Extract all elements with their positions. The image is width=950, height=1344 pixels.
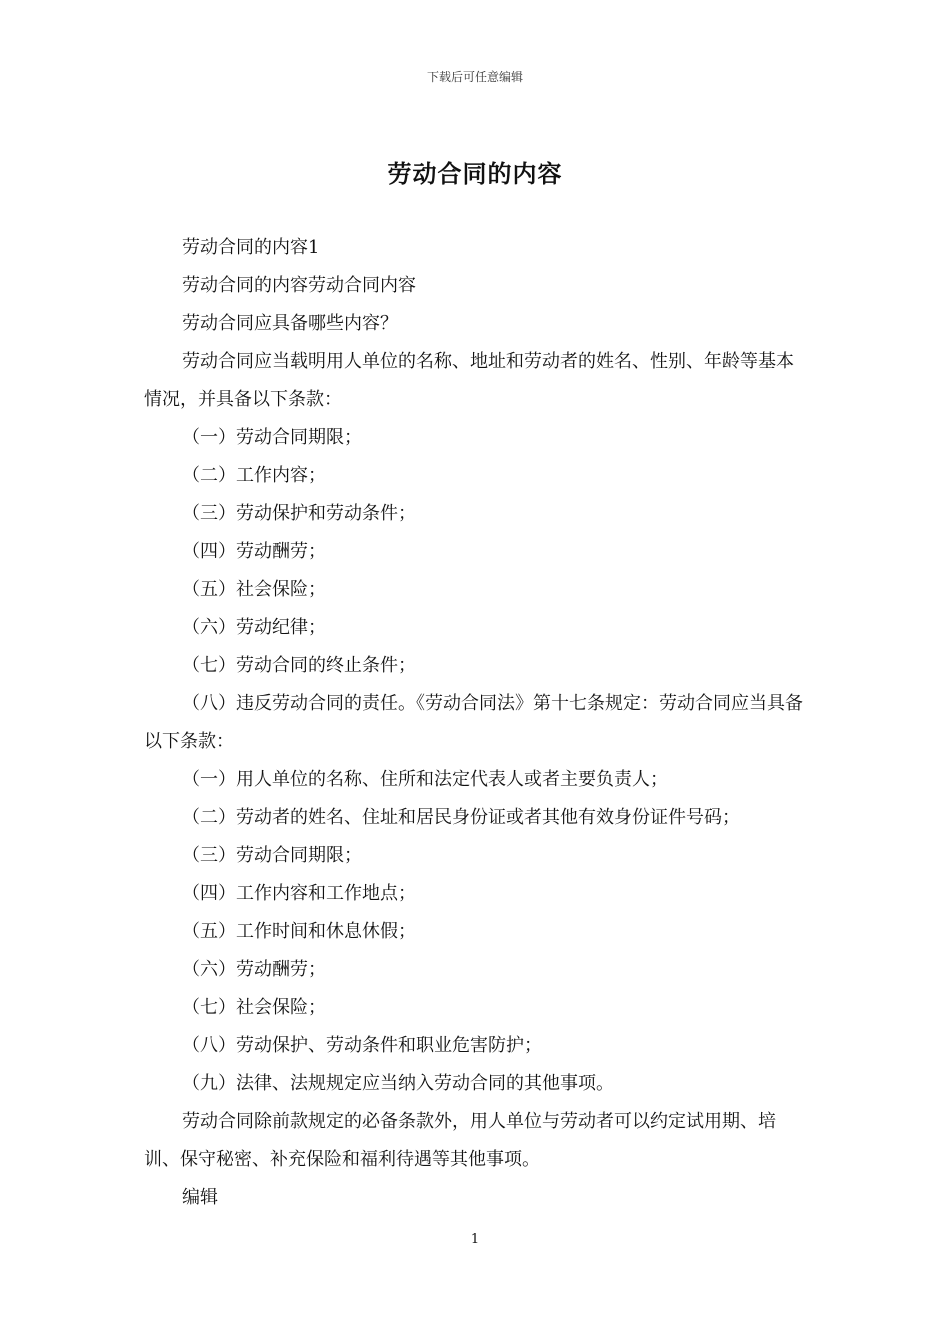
paragraph: 劳动合同应当载明用人单位的名称、地址和劳动者的姓名、性别、年龄等基本情况，并具备以下条款： xyxy=(144,351,794,410)
list-item: （七）劳动合同的终止条件； xyxy=(182,655,416,676)
list-item: （六）劳动纪律； xyxy=(182,617,326,638)
page-number: 1 xyxy=(470,1232,480,1247)
list-item: （五）工作时间和休息休假； xyxy=(182,921,416,942)
list-item: （一）用人单位的名称、住所和法定代表人或者主要负责人； xyxy=(182,769,668,790)
paragraph: 劳动合同除前款规定的必备条款外，用人单位与劳动者可以约定试用期、培训、保守秘密、补充保险和福利待遇等其他事项。 xyxy=(144,1111,776,1170)
paragraph: 劳动合同应具备哪些内容？ xyxy=(182,313,398,334)
list-item: （一）劳动合同期限； xyxy=(182,427,362,448)
document-title: 劳动合同的内容 xyxy=(387,160,563,188)
document-body xyxy=(144,229,808,1217)
list-item: （四）工作内容和工作地点； xyxy=(182,883,416,904)
paragraph: 劳动合同的内容劳动合同内容 xyxy=(182,275,416,296)
list-item: （三）劳动保护和劳动条件； xyxy=(182,503,416,524)
list-item: （四）劳动酬劳； xyxy=(182,541,326,562)
paragraph: 编辑 xyxy=(182,1187,218,1208)
list-item: （五）社会保险； xyxy=(182,579,326,600)
list-item: （八）劳动保护、劳动条件和职业危害防护； xyxy=(182,1035,542,1056)
list-item: （六）劳动酬劳； xyxy=(182,959,326,980)
list-item: （七）社会保险； xyxy=(182,997,326,1018)
list-item: （二）劳动者的姓名、住址和居民身份证或者其他有效身份证件号码； xyxy=(182,807,740,828)
list-item: （九）法律、法规规定应当纳入劳动合同的其他事项。 xyxy=(182,1073,614,1094)
list-item: （八）违反劳动合同的责任。《劳动合同法》第十七条规定：劳动合同应当具备以下条款： xyxy=(144,693,803,752)
paragraph: 劳动合同的内容1 xyxy=(182,237,320,258)
list-item: （二）工作内容； xyxy=(182,465,326,486)
page-header: 下载后可任意编辑 xyxy=(426,70,523,84)
list-item: （三）劳动合同期限； xyxy=(182,845,362,866)
